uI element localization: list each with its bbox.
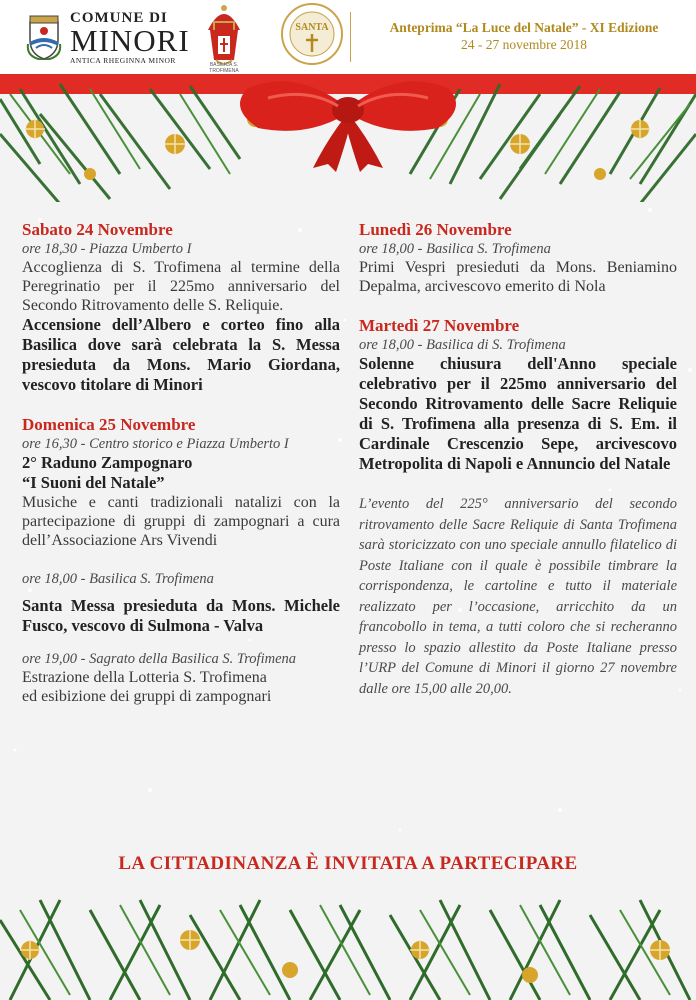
event-title-text: Anteprima “La Luce del Natale” - XI Edizione [389, 20, 659, 35]
left-column [22, 220, 340, 706]
municipality-logo-text [70, 11, 190, 66]
time-sabato: ore 18,30 - Piazza Umberto I [22, 241, 192, 257]
municipality-crest-icon [26, 14, 62, 60]
time-domenica-3: ore 19,00 - Sagrato della Basilica S. Trofimena [22, 651, 297, 667]
invitation-banner: LA CITTADINANZA È INVITATA A PARTECIPARE [118, 853, 578, 874]
day-heading-sabato: Sabato 24 Novembre [22, 220, 173, 239]
bold-sabato: Accensione dell’Albero e corteo fino alla Basilica dove sarà celebrata la S. Messa presieduta da Mons. Mario Giordana, vescovo titolare di Minori [22, 315, 340, 394]
event-dates: 24 - 27 novembre 2018 [461, 37, 587, 52]
text-lunedi: Primi Vespri presieduti da Mons. Beniamino Depalma, arcivescovo emerito di Nola [359, 259, 677, 295]
day-heading-martedi: Martedì 27 Novembre [359, 316, 520, 335]
time-lunedi: ore 18,00 - Basilica S. Trofimena [359, 241, 551, 257]
municipality-name: MINORI [70, 23, 190, 58]
time-martedi: ore 18,00 - Basilica di S. Trofimena [359, 337, 566, 353]
municipality-top: COMUNE DI [70, 10, 168, 26]
text-sabato: Accoglienza di S. Trofimena al termine della Peregrinatio per il 225mo anniversario del Secondo Ritrovamento delle S. Reliquie. [22, 259, 340, 314]
day-heading-lunedi: Lunedì 26 Novembre [359, 220, 512, 239]
time-domenica-2: ore 18,00 - Basilica S. Trofimena [22, 571, 214, 587]
text-domenica-2b: ed esibizione dei gruppi di zampognari [22, 688, 272, 705]
event-title [352, 19, 696, 53]
day-heading-domenica: Domenica 25 Novembre [22, 415, 196, 434]
right-column [359, 220, 677, 699]
bold-domenica-2: “I Suoni del Natale” [22, 473, 165, 492]
santa-logo-label: SANTA [295, 22, 329, 33]
text-domenica-1: Musiche e canti tradizionali natalizi con la partecipazione di gruppi di zampognari a cura dell’Associazione Ars Vivendi [22, 494, 340, 549]
municipality-subtitle: ANTICA RHEGINNA MINOR [70, 56, 176, 65]
stamp-note: L’evento del 225° anniversario del secondo ritrovamento delle Sacre Reliquie di Santa Trofimena sarà storicizzato con uno speciale annullo filatelico di Poste Italiane con il quale è possibile timbrare la corrispondenza, le cartoline e tutto il materiale realizzato per l’occasione, arricchito da un francobollo in tema, a tutti coloro che si recheranno presso lo spazio allestito da Poste Italiane presso l’URP del Comune di Minori il giorno 27 novembre dalle ore 15,00 alle 20,00. [359, 496, 677, 697]
santa-trofimena-seal-icon [280, 2, 344, 66]
bottom-garland-decoration [0, 880, 696, 1000]
text-domenica-2a: Estrazione della Lotteria S. Trofimena [22, 669, 267, 686]
bold-domenica-1: 2° Raduno Zampognaro [22, 453, 193, 472]
bold-martedi: Solenne chiusura dell'Anno speciale celebrativo per il 225mo anniversario del Secondo Ritrovamento delle Sacre Reliquie di S. Trofimena alla presenza di S. Em. il Cardinale Crescenzio Sepe, arcivescovo Metropolita di Napoli e Annuncio del Natale [359, 354, 677, 473]
header-divider [350, 12, 351, 62]
red-bow-decoration [228, 68, 468, 172]
bold-domenica-3: Santa Messa presieduta da Mons. Michele Fusco, vescovo di Sulmona - Valva [22, 596, 340, 635]
time-domenica-1: ore 16,30 - Centro storico e Piazza Umberto I [22, 436, 289, 452]
header [0, 0, 696, 78]
basilica-caption: BASILICA S. TROFIMENA [209, 62, 239, 74]
